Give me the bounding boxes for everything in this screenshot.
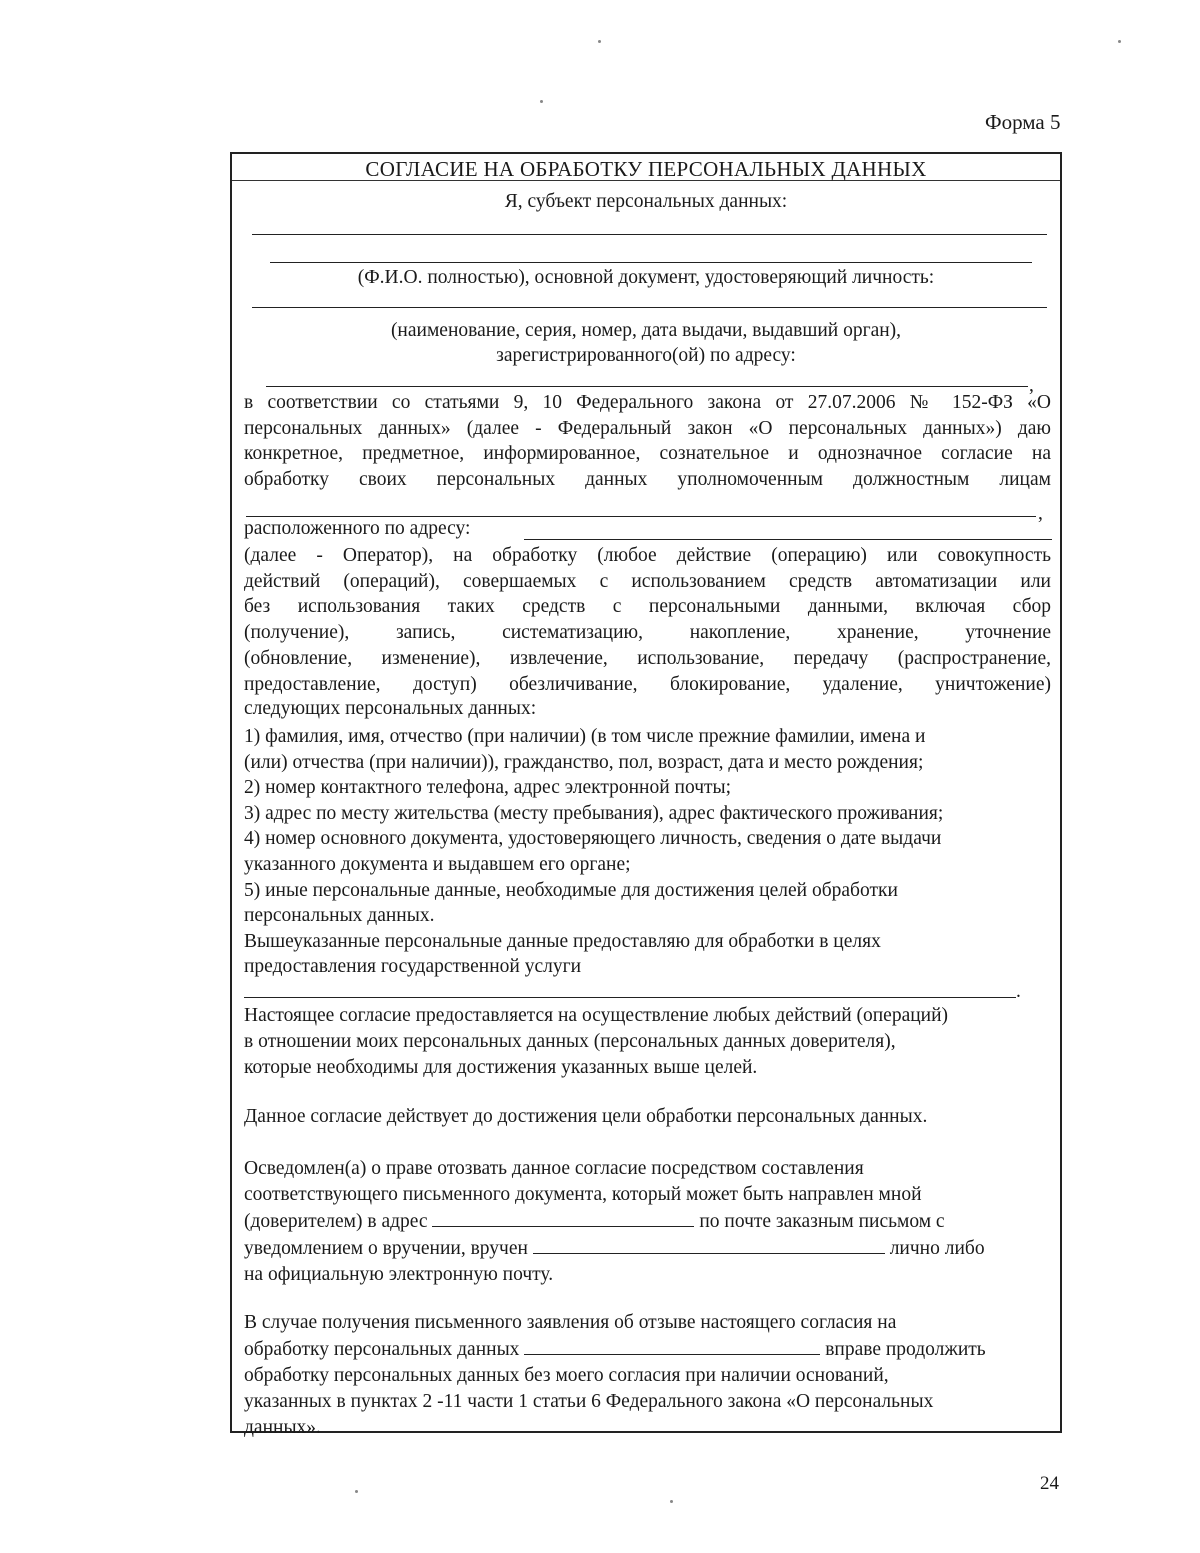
address-caption: зарегистрированного(ой) по адресу:: [496, 345, 796, 366]
revocation-line: [244, 1208, 985, 1235]
form-number-label: Форма 5: [985, 110, 1061, 134]
scan-speck: [670, 1500, 673, 1503]
list-item: (или) отчества (при наличии)), гражданство, пол, возраст, дата и место рождения;: [244, 751, 924, 773]
fio-caption: (Ф.И.О. полностью), основной документ, удостоверяющий личность:: [357, 267, 935, 288]
processing-paragraph: [244, 543, 1051, 697]
consent-line: обработку своих персональных данных уполномоченным должностным лицам: [244, 469, 1051, 491]
withdrawal-line: [244, 1336, 986, 1363]
form-title: СОГЛАСИЕ НА ОБРАБОТКУ ПЕРСОНАЛЬНЫХ ДАННЫХ: [232, 154, 1060, 181]
processing-line: действий (операций), совершаемых с использованием средств автоматизации или: [244, 570, 1051, 592]
list-item: Вышеуказанные персональные данные предоставляю для обработки в целях: [244, 930, 881, 952]
list-item: 1) фамилия, имя, отчество (при наличии) (в том числе прежние фамилии, имена и: [244, 726, 926, 747]
list-item: указанного документа и выдавшем его органе;: [244, 853, 631, 875]
withdrawal-line: данных».: [244, 1417, 321, 1438]
scope-line: Настоящее согласие предоставляется на осуществление любых действий (операций): [244, 1005, 949, 1026]
withdrawal-line: обработку персональных данных без моего согласия при наличии оснований,: [244, 1365, 889, 1386]
processing-line: без использования таких средств с персональными данными, включая сбор: [244, 596, 1051, 618]
page-number: 24: [1040, 1473, 1059, 1494]
list-item: 5) иные персональные данные, необходимые для достижения целей обработки: [244, 879, 898, 901]
list-item: 3) адрес по месту жительства (месту пребывания), адрес фактического проживания;: [244, 802, 944, 824]
consent-line: в соответствии со статьями 9, 10 Федерального закона от 27.07.2006 № 152-ФЗ «О: [244, 392, 1051, 413]
processing-line: (получение), запись, систематизацию, накопление, хранение, уточнение: [244, 622, 1051, 644]
revocation-paragraph: [244, 1156, 985, 1288]
withdrawal-line: указанных в пунктах 2 -11 части 1 статьи 6 Федерального закона «О персональных: [244, 1391, 934, 1412]
list-item: предоставления государственной услуги: [244, 956, 582, 978]
revoke-delivery-blank[interactable]: [533, 1235, 885, 1254]
revocation-line: соответствующего письменного документа, который может быть направлен мной: [244, 1184, 922, 1205]
service-period: .: [1016, 981, 1021, 1002]
list-item: 4) номер основного документа, удостоверяющего личность, сведения о дате выдачи: [244, 828, 942, 850]
withdraw-operator-blank[interactable]: [524, 1336, 820, 1355]
withdrawal-line: В случае получения письменного заявления об отзыве настоящего согласия на: [244, 1312, 897, 1333]
address-comma: ,: [1029, 375, 1034, 396]
scan-speck: [598, 40, 601, 43]
processing-line: предоставление, доступ) обезличивание, блокирование, удаление, уничтожение): [244, 673, 1051, 695]
revoke-address-label: (доверителем) в адрес: [244, 1211, 428, 1232]
withdrawal-paragraph: [244, 1310, 986, 1441]
scan-speck: [1118, 40, 1121, 43]
scope-line: в отношении моих персональных данных (персональных данных доверителя),: [244, 1031, 896, 1052]
scan-speck: [355, 1490, 358, 1493]
withdraw-label: обработку персональных данных: [244, 1339, 520, 1360]
fio-line-2[interactable]: [270, 262, 1032, 263]
authorized-comma: ,: [1038, 503, 1043, 524]
withdraw-tail: вправе продолжить: [825, 1339, 986, 1360]
consent-line: конкретное, предметное, информированное, сознательное и однозначное согласие на: [244, 443, 1051, 465]
scope-paragraph: [244, 1003, 948, 1081]
processing-last-line: следующих персональных данных:: [244, 698, 537, 719]
revocation-line: на официальную электронную почту.: [244, 1264, 554, 1285]
revoke-delivery-label: уведомлением о вручении, вручен: [244, 1238, 528, 1259]
public-service-line[interactable]: [244, 997, 1016, 998]
validity-statement: Данное согласие действует до достижения цели обработки персональных данных.: [244, 1106, 928, 1127]
scope-line: которые необходимы для достижения указанных выше целей.: [244, 1057, 758, 1078]
subject-label: Я, субъект персональных данных:: [504, 191, 788, 212]
revocation-line: Осведомлен(а) о праве отозвать данное согласие посредством составления: [244, 1158, 864, 1179]
personal-data-list: [244, 724, 943, 980]
revoke-address-blank[interactable]: [432, 1208, 694, 1227]
registration-address-line[interactable]: [266, 386, 1028, 387]
processing-line: (обновление, изменение), извлечение, использование, передачу (распространение,: [244, 647, 1051, 669]
list-item: персональных данных.: [244, 905, 435, 927]
revoke-address-tail: по почте заказным письмом с: [699, 1211, 945, 1232]
operator-address-label: расположенного по адресу:: [244, 518, 471, 539]
list-item: 2) номер контактного телефона, адрес электронной почты;: [244, 777, 732, 799]
document-line[interactable]: [252, 307, 1047, 308]
revoke-delivery-tail: лично либо: [889, 1238, 985, 1259]
processing-line: (далее - Оператор), на обработку (любое действие (операцию) или совокупность: [244, 545, 1051, 566]
fio-line-1[interactable]: [252, 234, 1047, 235]
consent-line: персональных данных» (далее - Федеральный закон «О персональных данных») даю: [244, 417, 1051, 439]
revocation-line: [244, 1235, 985, 1262]
consent-form-frame: [230, 152, 1062, 1438]
consent-paragraph: [244, 390, 1051, 493]
operator-address-line[interactable]: [524, 539, 1052, 540]
scan-speck: [540, 100, 543, 103]
document-caption: (наименование, серия, номер, дата выдачи, выдавший орган),: [390, 320, 902, 341]
